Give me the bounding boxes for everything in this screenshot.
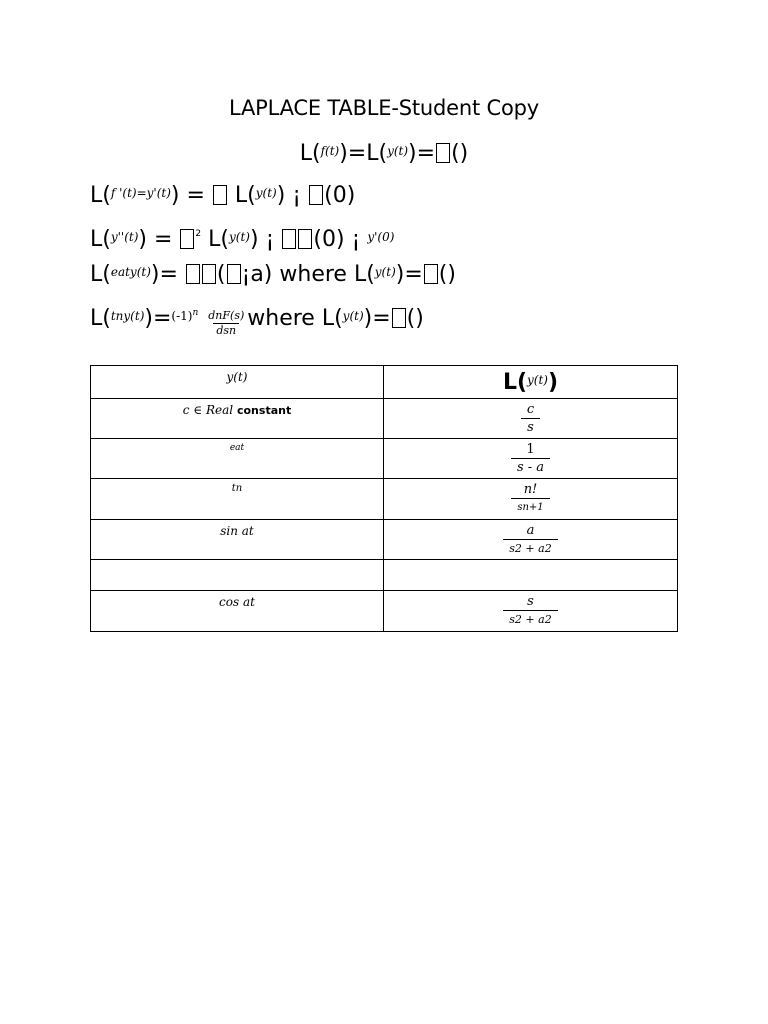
missing-glyph-box xyxy=(309,185,323,205)
second-derivative-formula: L($^{y''(t)}$) = $^2$ L($^{y(t)}$) ¡ (0) ¡ $^{y'(0)}$ xyxy=(90,227,395,252)
row-left: eat xyxy=(91,439,384,479)
missing-glyph-box xyxy=(436,143,450,163)
table-row xyxy=(91,591,678,632)
yt-expr: y(t) xyxy=(342,309,364,323)
yt-expr: y(t) xyxy=(129,265,151,279)
missing-glyph-box xyxy=(186,264,200,284)
tn-expr: tn xyxy=(110,309,124,323)
derivative-fraction: $\frac{\text{dnF(s)}}{\text{dsn}}$ xyxy=(208,309,245,337)
row-left xyxy=(91,560,384,591)
row-left: cos at xyxy=(91,591,384,632)
missing-glyph-box xyxy=(213,185,227,205)
yt-expr: y(t) xyxy=(387,144,409,158)
missing-glyph-box xyxy=(180,229,194,249)
row-right: $\frac{1}{s - a}$ xyxy=(384,439,678,479)
multiplication-by-tn-formula: L($^{tny(t)}$)=$^{(-1)n}$ $\frac{\text{dnF(s)}}{\text{dsn}}$ where L($^{y(t)}$)= () xyxy=(90,306,424,337)
missing-glyph-box xyxy=(227,264,241,284)
yt-expr: y(t) xyxy=(229,230,250,244)
shift-theorem-formula: L($^{eaty(t)}$)= ( ¡a) where L($^{y(t)}$)= () xyxy=(90,262,456,287)
laplace-definition: L($^{f(t)}$)=L($^{y(t)}$)= () xyxy=(299,141,469,166)
table-row xyxy=(91,479,678,520)
ft-expr: f(t) xyxy=(320,144,340,158)
yprime-zero-expr: y'(0) xyxy=(367,230,395,244)
row-left: c ∈ Real constant xyxy=(91,399,384,439)
row-left: tn xyxy=(91,479,384,520)
missing-glyph-box xyxy=(298,229,312,249)
row-right xyxy=(384,560,678,591)
second-derivative-expr: y''(t) xyxy=(110,230,139,244)
row-right: $\frac{n!}{sn+1}$ xyxy=(384,479,678,520)
row-right: $\frac{c}{s}$ xyxy=(384,399,678,439)
row-left: sin at xyxy=(91,520,384,560)
yt-expr: y(t) xyxy=(123,309,145,323)
table-row xyxy=(91,399,678,439)
table-row xyxy=(91,520,678,560)
table-header-row xyxy=(91,366,678,399)
minus-one-expr: (-1) xyxy=(171,309,193,323)
page-title: LAPLACE TABLE-Student Copy xyxy=(229,96,539,120)
missing-glyph-box xyxy=(202,264,216,284)
yt-expr: y(t) xyxy=(374,265,396,279)
header-yt: y(t) xyxy=(91,366,384,399)
exp-at-expr: eat xyxy=(110,265,130,279)
missing-glyph-box xyxy=(282,229,296,249)
header-laplace: L($^{y(t)}$) xyxy=(384,366,678,399)
row-right: $\frac{s}{s2 + a2}$ xyxy=(384,591,678,632)
derivative-expr: f '(t)=y'(t) xyxy=(110,186,171,200)
first-derivative-formula: L($^{f '(t)=y'(t)}$) = L($^{y(t)}$) ¡ (0) xyxy=(90,183,356,208)
missing-glyph-box xyxy=(424,264,438,284)
row-right: $\frac{a}{s2 + a2}$ xyxy=(384,520,678,560)
laplace-table xyxy=(90,365,678,632)
table-row xyxy=(91,439,678,479)
missing-glyph-box xyxy=(392,308,406,328)
yt-expr: y(t) xyxy=(255,186,277,200)
table-row xyxy=(91,560,678,591)
